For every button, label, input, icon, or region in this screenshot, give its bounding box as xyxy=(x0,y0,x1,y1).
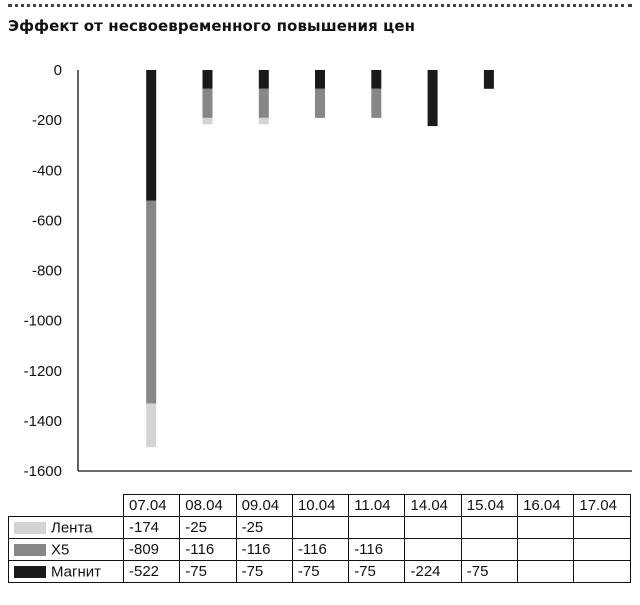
data-value-cell: -75 xyxy=(292,561,348,583)
data-value-cell xyxy=(405,517,461,539)
x-category-label: 08.04 xyxy=(180,495,236,517)
y-tick-label: 0 xyxy=(53,62,62,79)
data-value-cell: -25 xyxy=(236,517,292,539)
data-value-cell xyxy=(574,561,630,583)
legend-swatch xyxy=(14,566,46,578)
data-value-cell xyxy=(292,517,348,539)
x-category-label: 11.04 xyxy=(349,495,405,517)
x-category-label: 09.04 xyxy=(236,495,292,517)
data-value-cell: -809 xyxy=(124,539,180,561)
bar-segment xyxy=(259,118,269,124)
data-value-cell: -75 xyxy=(461,561,517,583)
data-value-cell xyxy=(518,517,574,539)
data-value-cell xyxy=(518,561,574,583)
bar-segment xyxy=(315,89,325,118)
y-tick-label: -800 xyxy=(31,262,62,280)
data-value-cell xyxy=(461,539,517,561)
data-value-cell xyxy=(405,539,461,561)
x-category-label: 14.04 xyxy=(405,495,461,517)
bar-segment xyxy=(371,89,381,118)
bar-segment xyxy=(259,89,269,118)
data-value-cell: -75 xyxy=(236,561,292,583)
bar-segment xyxy=(203,70,213,89)
bar-segment xyxy=(484,70,494,89)
data-value-cell: -116 xyxy=(236,539,292,561)
data-value-cell: -116 xyxy=(349,539,405,561)
bar-segment xyxy=(146,70,156,201)
legend-swatch xyxy=(14,544,46,556)
y-axis-ticks xyxy=(24,62,62,480)
legend-entry xyxy=(9,539,124,561)
table-corner-cell xyxy=(9,495,124,517)
legend-swatch xyxy=(14,522,46,534)
data-value-cell: -174 xyxy=(124,517,180,539)
data-value-cell xyxy=(518,539,574,561)
bar-segment xyxy=(203,89,213,118)
legend-label: Магнит xyxy=(51,563,102,581)
y-tick-label: -1400 xyxy=(23,412,62,430)
data-value-cell: -116 xyxy=(180,539,236,561)
x-category-label: 16.04 xyxy=(518,495,574,517)
x-category-label: 17.04 xyxy=(574,495,630,517)
data-value-cell: -75 xyxy=(180,561,236,583)
x-category-label: 15.04 xyxy=(461,495,517,517)
y-tick-label: -1600 xyxy=(23,463,62,480)
y-tick-label: -1200 xyxy=(23,362,62,380)
data-value-cell xyxy=(574,517,630,539)
data-value-cell: -224 xyxy=(405,561,461,583)
x-category-label: 10.04 xyxy=(292,495,348,517)
table-header-row xyxy=(9,495,631,517)
data-value-cell: -75 xyxy=(349,561,405,583)
table-row xyxy=(9,561,631,583)
data-value-cell xyxy=(574,539,630,561)
data-value-cell: -522 xyxy=(124,561,180,583)
bar-segment xyxy=(428,70,438,126)
y-tick-label: -200 xyxy=(31,112,62,130)
bar-segment xyxy=(146,404,156,448)
bar-segment xyxy=(203,118,213,124)
y-tick-label: -1000 xyxy=(23,312,62,330)
bar-segment xyxy=(371,70,381,89)
x-category-label: 07.04 xyxy=(124,495,180,517)
bar-segment xyxy=(146,201,156,404)
data-table xyxy=(8,494,631,583)
data-value-cell: -25 xyxy=(180,517,236,539)
legend-label: Лента xyxy=(51,519,93,537)
legend-entry xyxy=(9,517,124,539)
y-tick-label: -600 xyxy=(31,212,62,230)
chart-title: Эффект от несвоевременного повышения цен xyxy=(8,17,416,35)
bar-segment xyxy=(315,70,325,89)
data-value-cell xyxy=(461,517,517,539)
legend-label: X5 xyxy=(51,541,70,559)
bar-segment xyxy=(259,70,269,89)
table-row xyxy=(9,517,631,539)
data-value-cell xyxy=(349,517,405,539)
legend-entry xyxy=(9,561,124,583)
y-tick-label: -400 xyxy=(31,162,62,180)
table-row xyxy=(9,539,631,561)
data-value-cell: -116 xyxy=(292,539,348,561)
chart-bars xyxy=(146,70,494,447)
